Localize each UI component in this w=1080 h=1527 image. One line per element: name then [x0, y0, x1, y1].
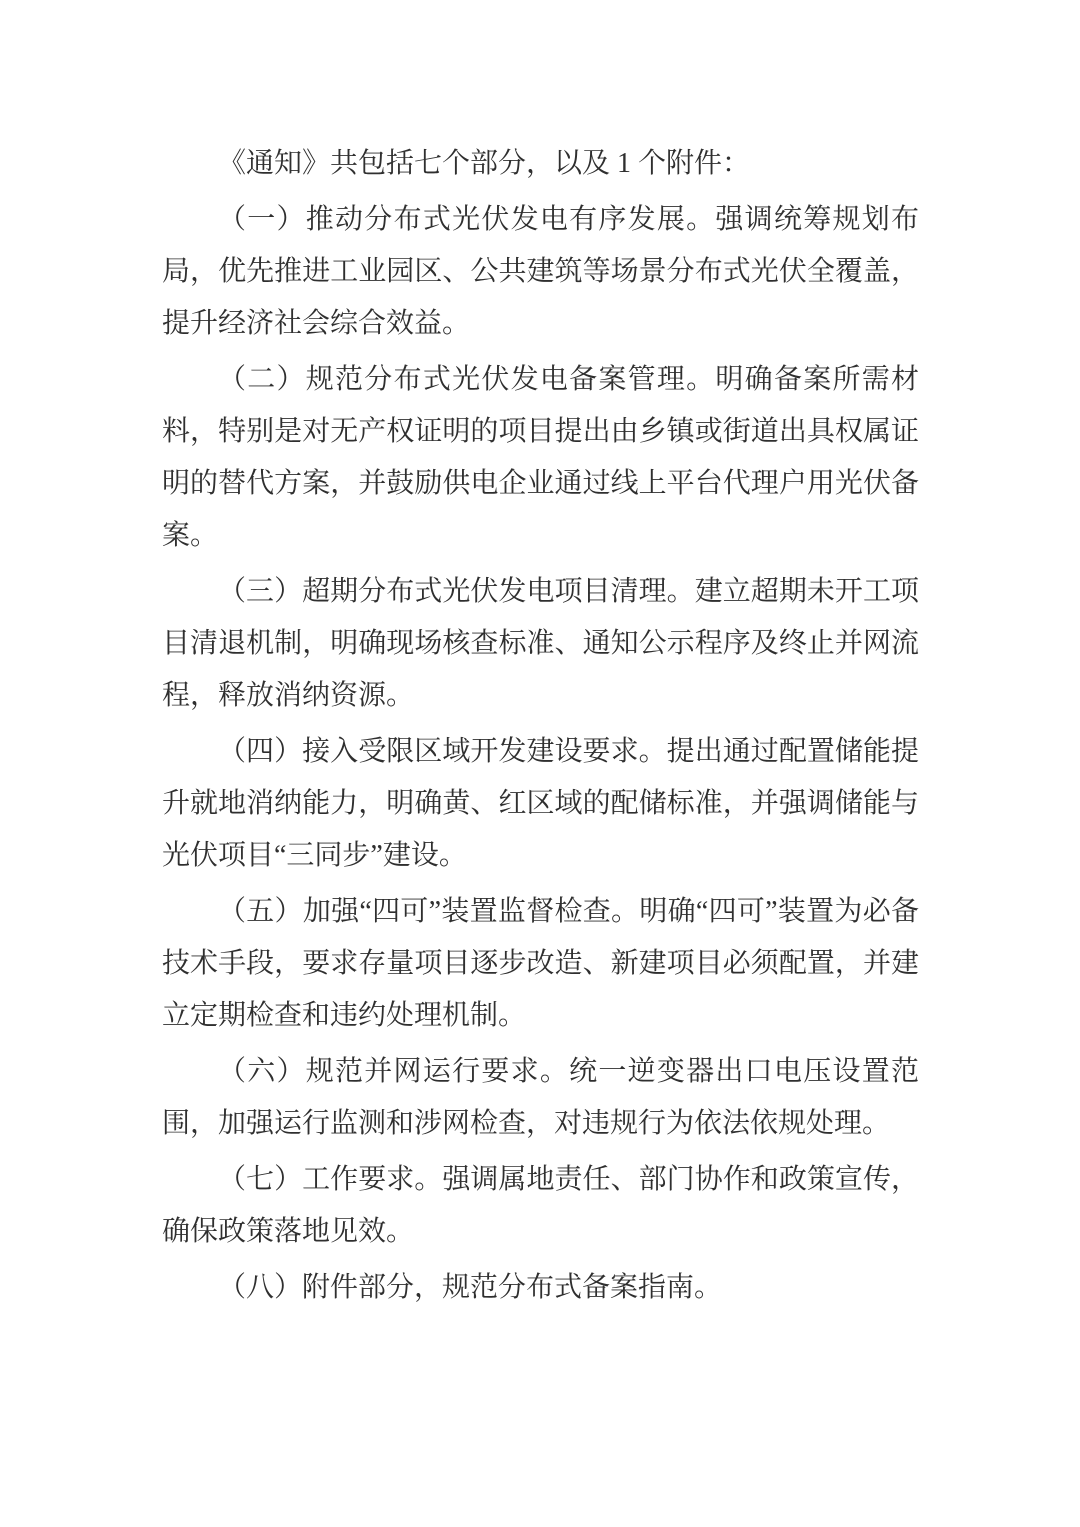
paragraph-intro: 《通知》共包括七个部分，以及 1 个附件：	[218, 148, 751, 179]
paragraph-section-6: （六）规范并网运行要求。统一逆变器出口电压设置范围，加强运行监测和涉网检查，对违规行为依法依规处理。	[162, 1056, 919, 1139]
paragraph-section-1: （一）推动分布式光伏发电有序发展。强调统筹规划布局，优先推进工业园区、公共建筑等场景分布式光伏全覆盖，提升经济社会综合效益。	[162, 204, 919, 339]
paragraph-section-2: （二）规范分布式光伏发电备案管理。明确备案所需材料，特别是对无产权证明的项目提出由乡镇或街道出具权属证明的替代方案，并鼓励供电企业通过线上平台代理户用光伏备案。	[162, 364, 919, 551]
document-text-block	[162, 138, 919, 1314]
paragraph-section-7: （七）工作要求。强调属地责任、部门协作和政策宣传，确保政策落地见效。	[162, 1164, 919, 1247]
paragraph-section-3: （三）超期分布式光伏发电项目清理。建立超期未开工项目清退机制，明确现场核查标准、通知公示程序及终止并网流程，释放消纳资源。	[162, 576, 919, 711]
paragraph-section-4: （四）接入受限区域开发建设要求。提出通过配置储能提升就地消纳能力，明确黄、红区域的配储标准，并强调储能与光伏项目“三同步”建设。	[162, 736, 919, 871]
paragraph-section-8: （八）附件部分，规范分布式备案指南。	[218, 1272, 723, 1303]
paragraph-section-5: （五）加强“四可”装置监督检查。明确“四可”装置为必备技术手段，要求存量项目逐步改造、新建项目必须配置，并建立定期检查和违约处理机制。	[162, 896, 919, 1031]
